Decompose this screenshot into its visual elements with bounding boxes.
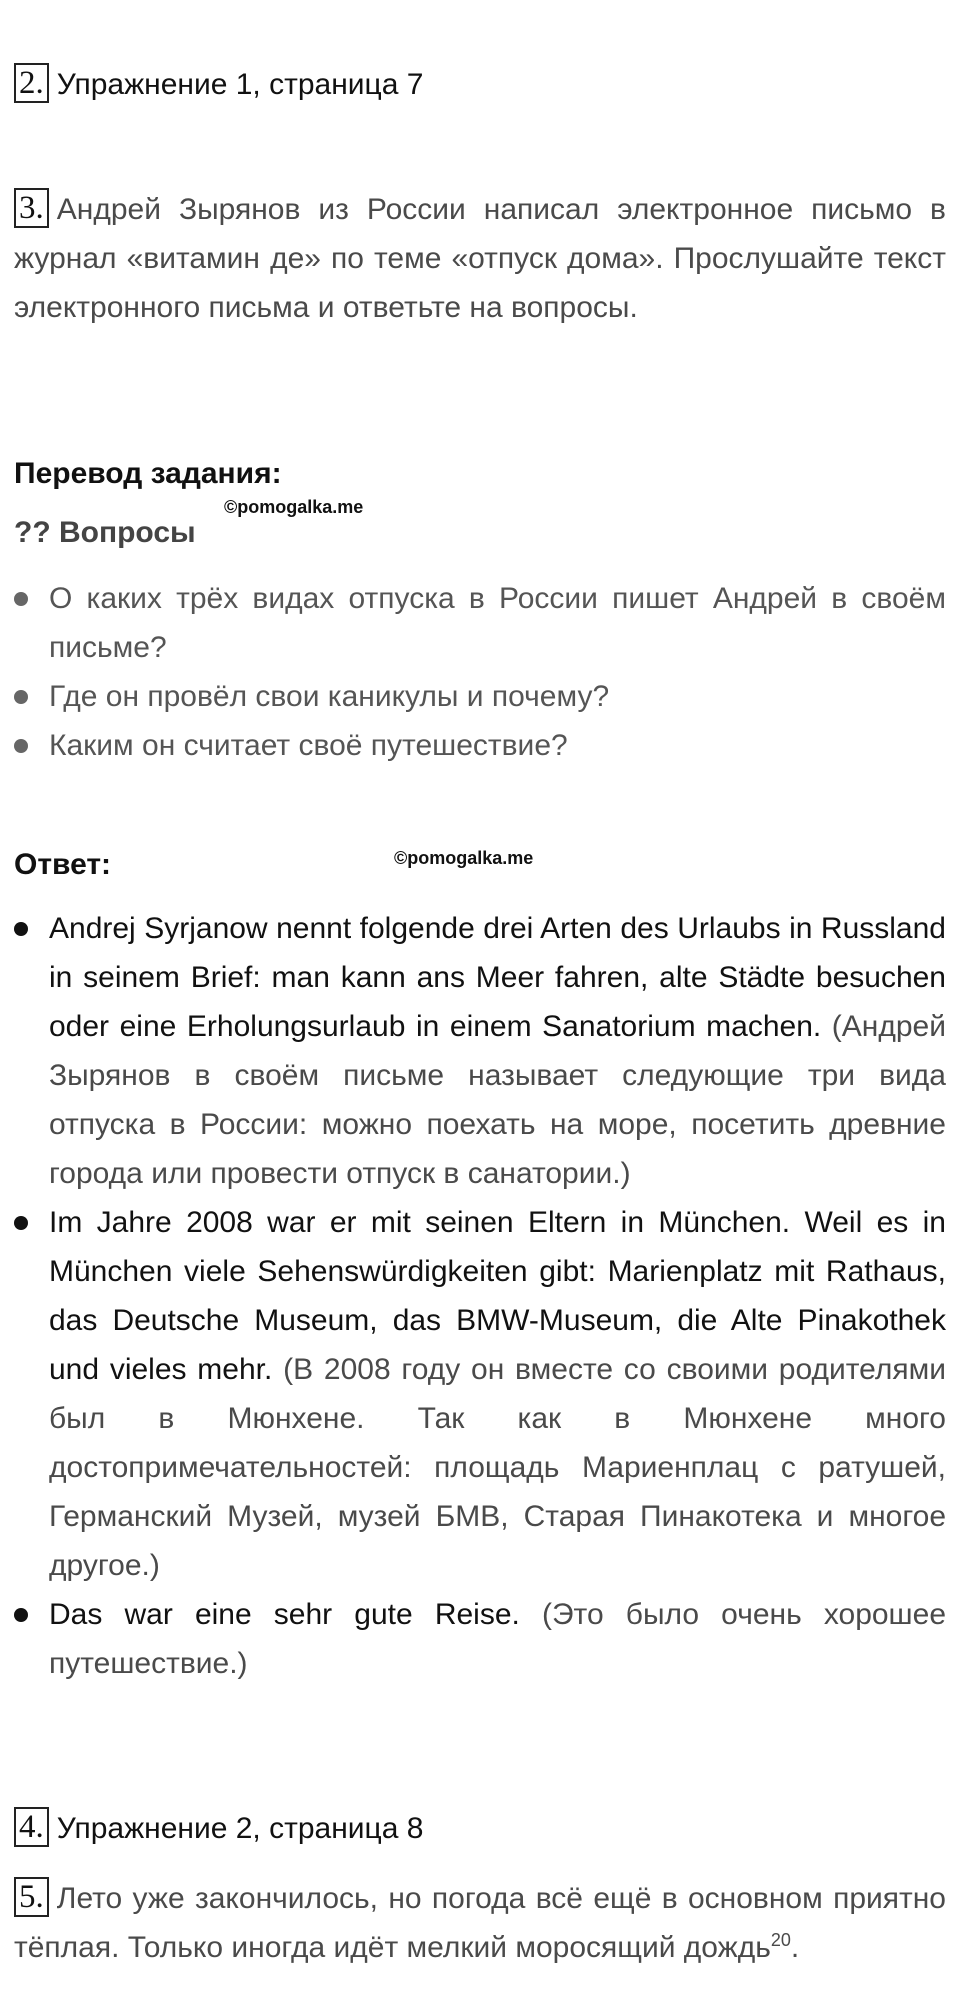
bullet-icon xyxy=(14,592,28,606)
answer-russian: (В 2008 году он вместе со своими родителями был в Мюнхене. Так как в Мюнхене много достопримечательностей: площадь Мариенплац с ратушей, Германский Музей, музей БМВ, Старая Пинакотека и многое другое.) xyxy=(49,1353,947,1582)
answer-german: Im Jahre 2008 war er mit seinen Eltern in München. Weil es in München viele Sehenswürdigkeiten gibt: Marienplatz mit Rathaus, das Deutsche Museum, das BMW-Museum, die Alte Pinakothek und vieles mehr. xyxy=(49,1206,946,1386)
questions-list xyxy=(0,574,946,770)
watermark-1: ©pomogalka.me xyxy=(224,497,364,517)
translation-heading: Перевод задания: xyxy=(14,457,282,490)
answer-heading: Ответ: xyxy=(14,848,112,881)
exercise-4-title: Упражнение 2, страница 8 xyxy=(56,1812,424,1845)
questions-title: ?? Вопросы xyxy=(14,516,196,549)
bullet-icon xyxy=(14,1216,28,1230)
exercise-5-text: Лето уже закончилось, но погода всё ещё в основном приятно тёплая. Только иногда идёт мелкий моросящий дождь xyxy=(14,1882,946,1964)
exercise-2-number: 2. xyxy=(14,63,49,103)
answer-item xyxy=(0,1590,946,1688)
exercise-2-title: Упражнение 1, страница 7 xyxy=(56,68,424,101)
bullet-icon xyxy=(14,922,28,936)
exercise-3-paragraph xyxy=(14,185,946,332)
question-item: Каким он считает своё путешествие? xyxy=(0,721,946,770)
exercise-5-paragraph xyxy=(14,1874,946,1972)
watermark-2: ©pomogalka.me xyxy=(394,848,534,868)
answer-russian: (Это было очень хорошее путешествие.) xyxy=(49,1598,946,1680)
answer-german: Andrej Syrjanow nennt folgende drei Arten des Urlaubs in Russland in seinem Brief: man kann ans Meer fahren, alte Städte besuchen oder eine Erholungsurlaub in einem Sanatorium machen. xyxy=(49,912,946,1043)
footnote-marker: 20 xyxy=(770,1930,791,1950)
answer-russian: (Андрей Зырянов в своём письме называет следующие три вида отпуска в России: можно поехать на море, посетить древние города или провести отпуск в санатории.) xyxy=(49,1010,946,1190)
bullet-icon xyxy=(14,690,28,704)
exercise-5-number: 5. xyxy=(14,1877,49,1917)
bullet-icon xyxy=(14,1608,28,1622)
question-item: Где он провёл свои каникулы и почему? xyxy=(0,672,946,721)
exercise-2-line xyxy=(14,60,946,109)
answer-list xyxy=(0,904,946,1688)
answer-item xyxy=(0,904,946,1198)
question-item: О каких трёх видах отпуска в России пишет Андрей в своём письме? xyxy=(0,574,946,672)
exercise-3-number: 3. xyxy=(14,188,49,228)
bullet-icon xyxy=(14,739,28,753)
exercise-4-number: 4. xyxy=(14,1807,49,1847)
exercise-5-tail: . xyxy=(790,1931,800,1964)
answer-german: Das war eine sehr gute Reise. xyxy=(49,1598,520,1631)
exercise-3-text: Андрей Зырянов из России написал электронное письмо в журнал «витамин де» по теме «отпуск дома». Прослушайте текст электронного письма и ответьте на вопросы. xyxy=(14,193,946,324)
exercise-4-line xyxy=(14,1804,946,1853)
answer-item xyxy=(0,1198,946,1590)
